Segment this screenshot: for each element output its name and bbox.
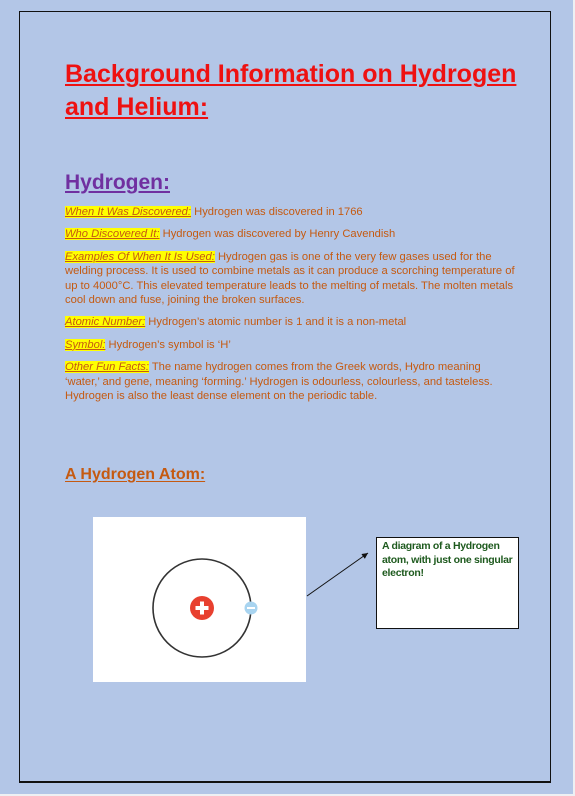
- fact-atomic-number: [65, 315, 515, 329]
- fact-label: When It Was Discovered:: [65, 206, 192, 218]
- atom-svg: [93, 517, 306, 682]
- fact-symbol: [65, 338, 515, 352]
- page-title: Background Information on Hydrogen and Helium:: [65, 60, 517, 121]
- fact-text: Hydrogen was discovered by Henry Cavendish: [159, 228, 396, 241]
- fact-label: Who Discovered It:: [65, 228, 160, 241]
- fact-text: Hydrogen was discovered in 1766: [191, 206, 363, 218]
- fact-text: The name hydrogen comes from the Greek words, Hydro meaning ‘water,’ and gene, meaning ‘forming.’ Hydrogen is odourless, colourless, and tasteless. Hydrogen is also the least dense element on the periodic table.: [65, 361, 493, 403]
- fact-discovered-when: [65, 205, 515, 219]
- fact-text: Hydrogen gas is one of the very few gases used for the welding process. It is used to combine metals as it can produce a scorching temperature of up to 4000°C. This elevated temperature leads to the melting of metals. The molten metals cool down and fuse, joining the broken surfaces.: [65, 250, 515, 307]
- fact-text: Hydrogen’s atomic number is 1 and it is a non-metal: [145, 316, 407, 329]
- fact-label: Examples Of When It Is Used:: [65, 250, 215, 263]
- fact-label: Atomic Number:: [65, 316, 146, 329]
- atom-heading: A Hydrogen Atom:: [65, 466, 206, 483]
- fact-discovered-by: [65, 227, 515, 241]
- fact-uses: [65, 250, 515, 308]
- hydrogen-atom-diagram: [93, 517, 306, 682]
- diagram-caption: A diagram of a Hydrogen atom, with just one singular electron!: [376, 537, 519, 629]
- plus-icon: [190, 596, 214, 620]
- facts-list: [65, 205, 515, 411]
- hydrogen-heading: Hydrogen:: [65, 171, 170, 194]
- fact-fun-facts: [65, 360, 515, 403]
- fact-label: Symbol:: [65, 338, 106, 351]
- caption-arrow: [300, 545, 380, 605]
- fact-label: Other Fun Facts:: [65, 361, 149, 374]
- minus-icon: [245, 602, 258, 615]
- fact-text: Hydrogen’s symbol is ‘H’: [105, 338, 231, 351]
